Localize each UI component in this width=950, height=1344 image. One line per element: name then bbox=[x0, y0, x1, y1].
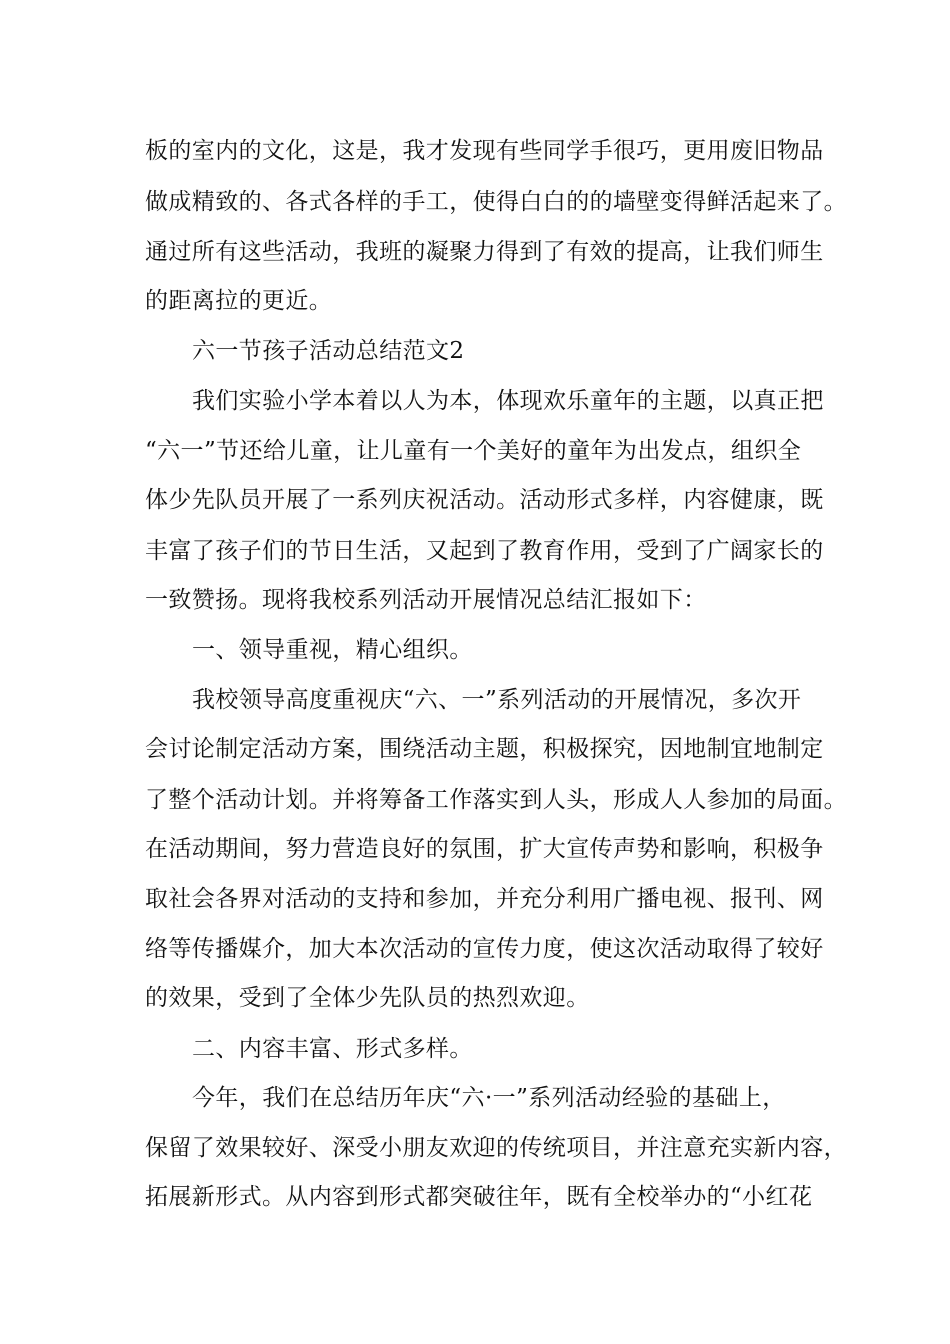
body-text-line: 拓展新形式。从内容到形式都突破往年，既有全校举办的“小红花 bbox=[145, 1184, 813, 1210]
section-heading: 六一节孩子活动总结范文2 bbox=[192, 338, 465, 364]
body-text-line: 的距离拉的更近。 bbox=[145, 288, 333, 314]
subsection-heading: 一、领导重视，精心组织。 bbox=[192, 637, 473, 663]
body-text-line: 的效果，受到了全体少先队员的热烈欢迎。 bbox=[145, 985, 590, 1011]
body-text-line: 一致赞扬。现将我校系列活动开展情况总结汇报如下： bbox=[145, 587, 707, 613]
body-text-line: 板的室内的文化，这是，我才发现有些同学手很巧，更用废旧物品 bbox=[145, 138, 824, 164]
body-text-line: 体少先队员开展了一系列庆祝活动。活动形式多样，内容健康，既 bbox=[145, 487, 824, 513]
body-text-line: 取社会各界对活动的支持和参加，并充分利用广播电视、报刊、网 bbox=[145, 886, 824, 912]
body-text-line: “六一”节还给儿童，让儿童有一个美好的童年为出发点，组织全 bbox=[145, 438, 802, 464]
body-text-line: 通过所有这些活动，我班的凝聚力得到了有效的提高，让我们师生 bbox=[145, 239, 824, 265]
body-text-line: 在活动期间，努力营造良好的氛围，扩大宣传声势和影响，积极争 bbox=[145, 836, 824, 862]
body-text-line: 会讨论制定活动方案，围绕活动主题，积极探究，因地制宜地制定 bbox=[145, 736, 824, 762]
body-text-line: 做成精致的、各式各样的手工，使得白白的的墙壁变得鲜活起来了。 bbox=[145, 189, 847, 215]
body-text-line: 丰富了孩子们的节日生活，又起到了教育作用，受到了广阔家长的 bbox=[145, 538, 824, 564]
body-text-line: 我们实验小学本着以人为本，体现欢乐童年的主题，以真正把 bbox=[192, 388, 824, 414]
body-text-line: 络等传播媒介，加大本次活动的宣传力度，使这次活动取得了较好 bbox=[145, 936, 824, 962]
body-text-line: 保留了效果较好、深受小朋友欢迎的传统项目，并注意充实新内容， bbox=[145, 1135, 847, 1161]
body-text-line: 今年，我们在总结历年庆“六·一”系列活动经验的基础上， bbox=[192, 1085, 786, 1111]
subsection-heading: 二、内容丰富、形式多样。 bbox=[192, 1036, 473, 1062]
body-text-line: 了整个活动计划。并将筹备工作落实到人头，形成人人参加的局面。 bbox=[145, 787, 847, 813]
body-text-line: 我校领导高度重视庆“六、一”系列活动的开展情况，多次开 bbox=[192, 687, 802, 713]
